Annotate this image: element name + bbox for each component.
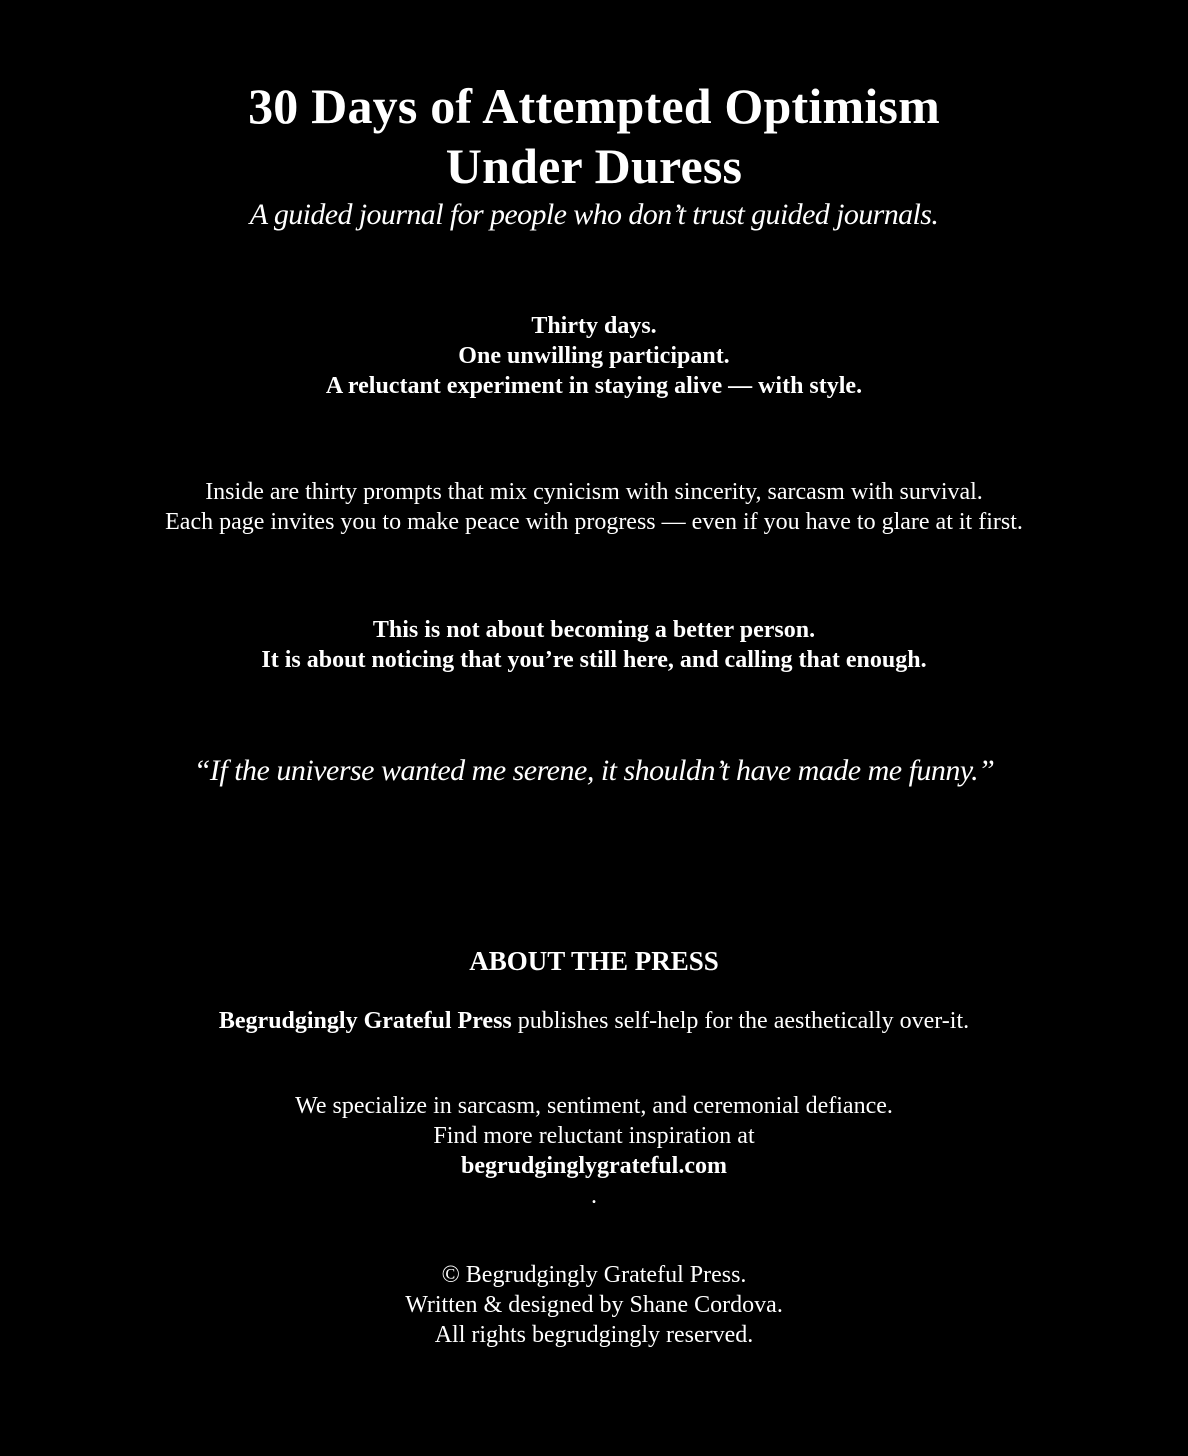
specialize-line: We specialize in sarcasm, sentiment, and ceremonial defiance. <box>295 1093 893 1119</box>
credit-line: Written & designed by Shane Cordova. <box>405 1292 783 1318</box>
inside-description <box>0 477 1188 537</box>
find-more-line <box>0 1121 1188 1211</box>
press-name: Begrudgingly Grateful Press <box>218 1008 512 1034</box>
title-line-1: 30 Days of Attempted Optimism <box>248 78 940 134</box>
copyright-line: © Begrudgingly Grateful Press. <box>441 1262 747 1288</box>
inside-line-1: Inside are thirty prompts that mix cynicism with sincerity, sarcasm with survival. <box>205 479 983 505</box>
press-description: publishes self-help for the aesthetically over-it. <box>511 1008 970 1034</box>
statement-line-2: It is about noticing that you’re still here, and calling that enough. <box>261 647 927 673</box>
find-more-suffix: . <box>591 1183 597 1209</box>
statement-line-1: This is not about becoming a better person. <box>372 617 816 643</box>
inside-line-2: Each page invites you to make peace with progress — even if you have to glare at it first. <box>165 509 1023 535</box>
intro-block <box>0 311 1188 401</box>
intro-line-2: One unwilling participant. <box>458 343 730 369</box>
title-line-2: Under Duress <box>445 138 743 194</box>
book-title <box>0 76 1188 196</box>
specialize-block <box>0 1091 1188 1211</box>
about-press-text <box>0 1006 1188 1036</box>
about-heading: ABOUT THE PRESS <box>469 946 719 976</box>
website-link[interactable]: begrudginglygrateful.com <box>461 1153 727 1179</box>
find-more-prefix: Find more reluctant inspiration at <box>433 1123 755 1149</box>
rights-line: All rights begrudgingly reserved. <box>434 1322 754 1348</box>
book-subtitle: A guided journal for people who don’t trust guided journals. <box>249 198 939 231</box>
statement-block <box>0 615 1188 675</box>
pull-quote: “If the universe wanted me serene, it shouldn’t have made me funny.” <box>193 754 995 787</box>
intro-line-1: Thirty days. <box>531 313 657 339</box>
intro-line-3: A reluctant experiment in staying alive — with style. <box>325 373 863 399</box>
copyright-block <box>0 1260 1188 1350</box>
